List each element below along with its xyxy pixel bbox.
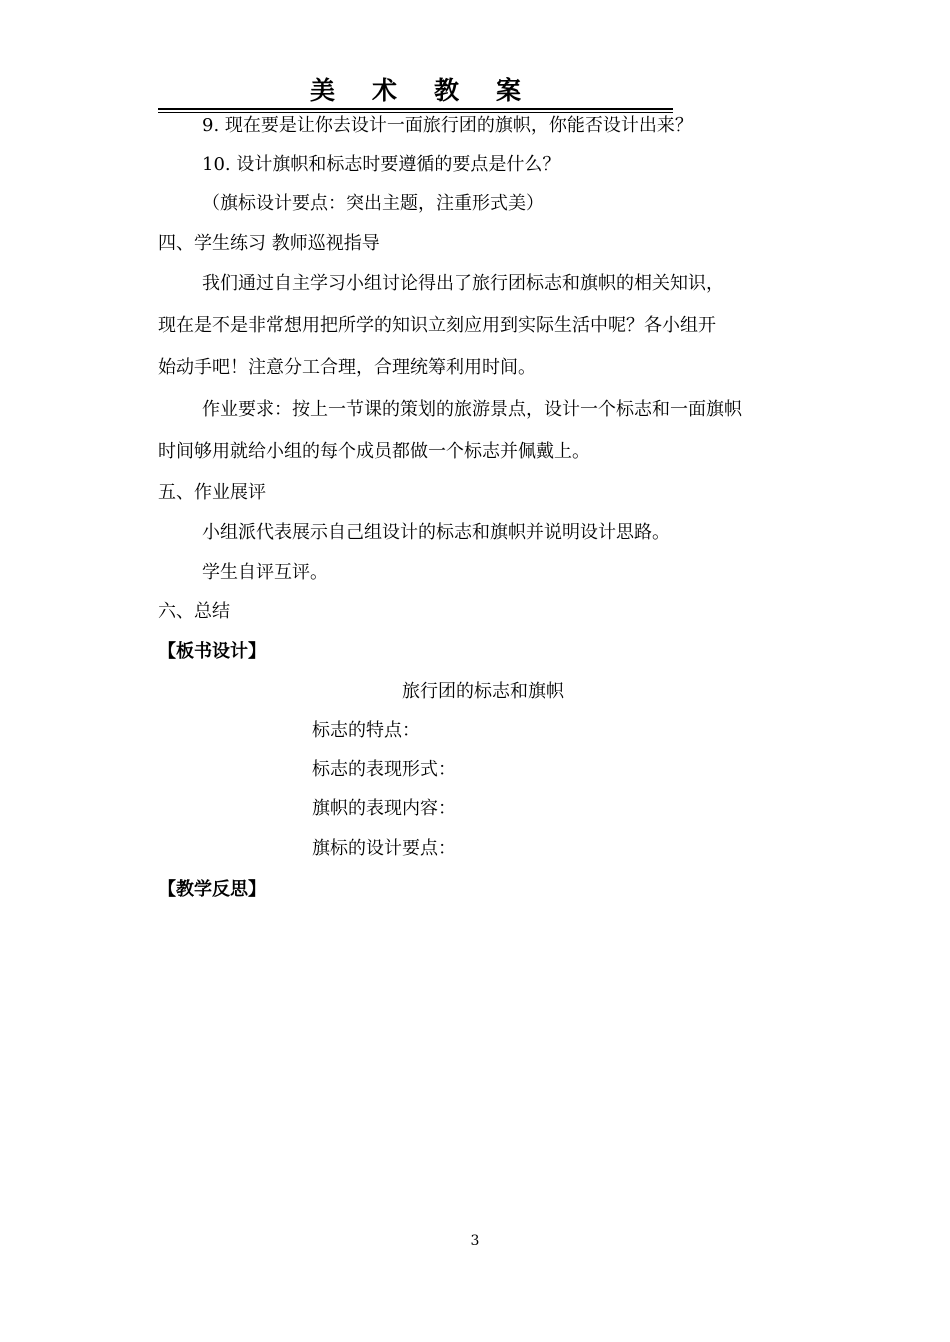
section-4-paragraph-1-line-2: 现在是不是非常想用把所学的知识立刻应用到实际生活中呢？各小组开 bbox=[158, 315, 716, 336]
board-item: 标志的表现形式： bbox=[312, 759, 456, 780]
board-item: 标志的特点： bbox=[312, 720, 420, 741]
header-title: 美术教案 bbox=[309, 76, 558, 105]
section-4-paragraph-2-line-1: 作业要求：按上一节课的策划的旅游景点，设计一个标志和一面旗帜 bbox=[202, 399, 742, 420]
section-6-title: 六、总结 bbox=[158, 601, 230, 622]
page-number: 3 bbox=[470, 1233, 480, 1249]
header-rule-thick bbox=[158, 108, 673, 110]
teaching-reflection-heading: 【教学反思】 bbox=[158, 879, 266, 900]
board-design-heading: 【板书设计】 bbox=[158, 641, 266, 662]
section-5-paragraph-1: 小组派代表展示自己组设计的标志和旗帜并说明设计思路。 bbox=[202, 522, 670, 543]
section-4-paragraph-2-line-2: 时间够用就给小组的每个成员都做一个标志并佩戴上。 bbox=[158, 441, 590, 462]
question-10-answer: （旗标设计要点：突出主题，注重形式美） bbox=[202, 193, 544, 214]
question-9: 9. 现在要是让你去设计一面旅行团的旗帜，你能否设计出来？ bbox=[202, 115, 693, 136]
header-rule-thin bbox=[158, 112, 673, 113]
section-4-paragraph-1-line-3: 始动手吧！注意分工合理，合理统筹利用时间。 bbox=[158, 357, 536, 378]
question-10: 10. 设计旗帜和标志时要遵循的要点是什么？ bbox=[202, 154, 561, 175]
section-4-title: 四、学生练习 教师巡视指导 bbox=[158, 233, 380, 254]
section-5-title: 五、作业展评 bbox=[158, 482, 266, 503]
board-item: 旗标的设计要点： bbox=[312, 838, 456, 859]
section-5-paragraph-2: 学生自评互评。 bbox=[202, 562, 328, 583]
board-title: 旅行团的标志和旗帜 bbox=[402, 681, 564, 702]
document-header bbox=[158, 76, 673, 106]
board-item: 旗帜的表现内容： bbox=[312, 798, 456, 819]
section-4-paragraph-1-line-1: 我们通过自主学习小组讨论得出了旅行团标志和旗帜的相关知识， bbox=[202, 273, 724, 294]
